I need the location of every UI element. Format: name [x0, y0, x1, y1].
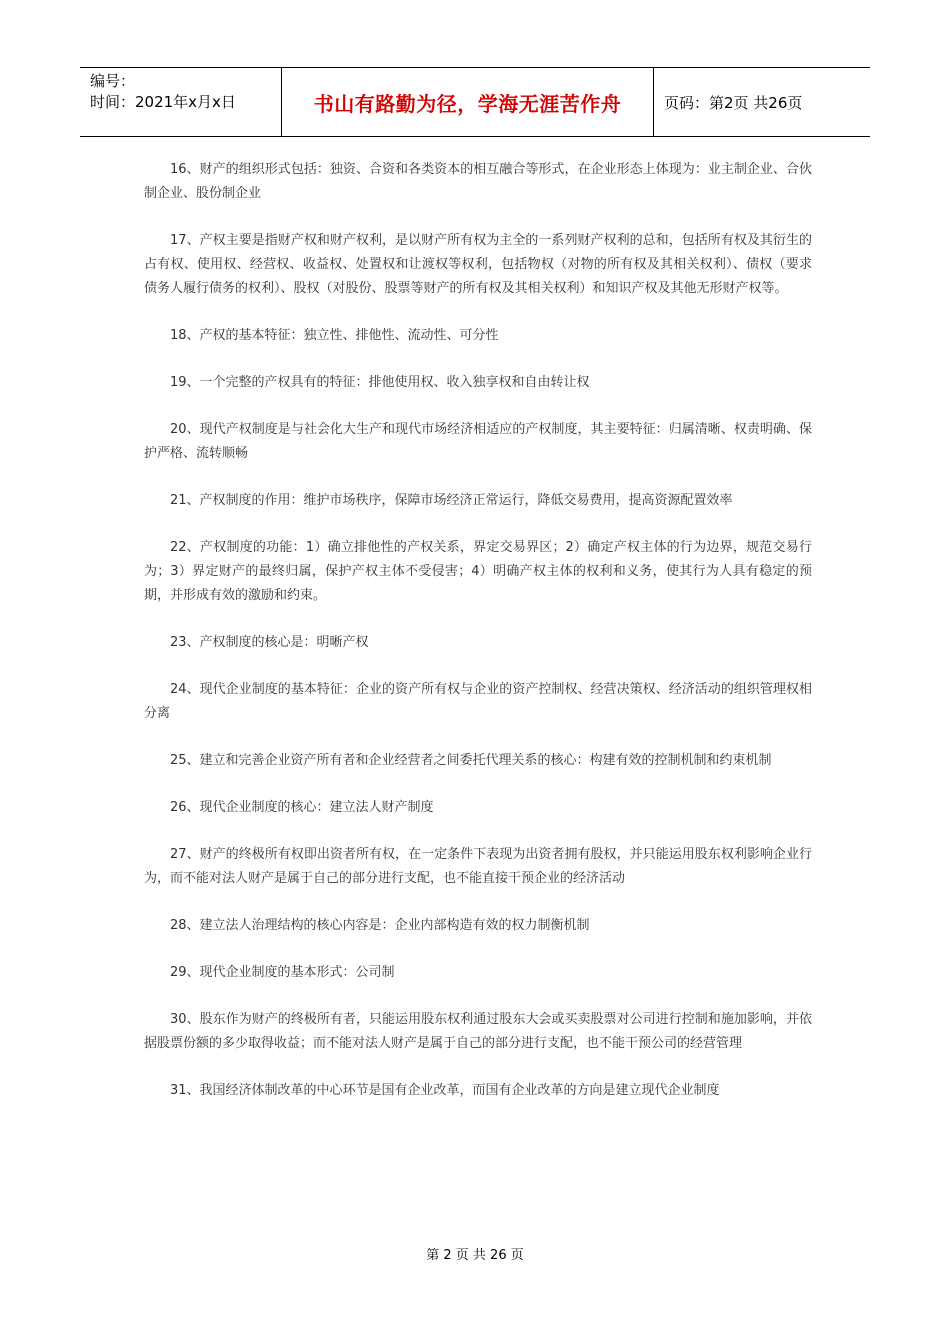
paragraph-20: 20、现代产权制度是与社会化大生产和现代市场经济相适应的产权制度，其主要特征：归属清晰、权责明确、保护严格、流转顺畅	[144, 422, 812, 461]
paragraph-21: 21、产权制度的作用：维护市场秩序，保障市场经济正常运行，降低交易费用，提高资源配置效率	[170, 493, 733, 508]
paragraph-31: 31、我国经济体制改革的中心环节是国有企业改革，而国有企业改革的方向是建立现代企业制度	[170, 1083, 720, 1098]
paragraph-30: 30、股东作为财产的终极所有者，只能运用股东权利通过股东大会或买卖股票对公司进行控制和施加影响，并依据股票份额的多少取得收益；而不能对法人财产是属于自己的部分进行支配，也不能干预公司的经营管理	[144, 1012, 812, 1051]
paragraph-28: 28、建立法人治理结构的核心内容是：企业内部构造有效的权力制衡机制	[170, 918, 590, 933]
paragraph-24: 24、现代企业制度的基本特征：企业的资产所有权与企业的资产控制权、经营决策权、经济活动的组织管理权相分离	[144, 682, 812, 721]
document-body	[144, 158, 812, 1126]
document-number-label: 编号：	[90, 72, 136, 90]
paragraph-18: 18、产权的基本特征：独立性、排他性、流动性、可分性	[170, 328, 499, 343]
paragraph-26: 26、现代企业制度的核心：建立法人财产制度	[170, 800, 434, 815]
header-motto-cell	[282, 68, 654, 136]
paragraph-17: 17、产权主要是指财产权和财产权利，是以财产所有权为主全的一系列财产权利的总和，包括所有权及其衍生的占有权、使用权、经营权、收益权、处置权和让渡权等权利，包括物权（对物的所有权及其相关权利）、债权（要求债务人履行债务的权利）、股权（对股份、股票等财产的所有权及其相关权利）和知识产权及其他无形财产权等。	[144, 233, 812, 296]
paragraph-19: 19、一个完整的产权具有的特征：排他使用权、收入独享权和自由转让权	[170, 375, 590, 390]
paragraph-29: 29、现代企业制度的基本形式：公司制	[170, 965, 395, 980]
paragraph-27: 27、财产的终极所有权即出资者所有权，在一定条件下表现为出资者拥有股权，并只能运用股东权利影响企业行为，而不能对法人财产是属于自己的部分进行支配，也不能直接干预企业的经济活动	[144, 847, 812, 886]
header-left-cell	[80, 68, 282, 136]
footer-page-number: 第 2 页 共 26 页	[426, 1248, 524, 1263]
paragraph-25: 25、建立和完善企业资产所有者和企业经营者之间委托代理关系的核心：构建有效的控制机制和约束机制	[170, 753, 772, 768]
paragraph-22: 22、产权制度的功能：1）确立排他性的产权关系，界定交易界区；2）确定产权主体的行为边界，规范交易行为；3）界定财产的最终归属，保护产权主体不受侵害；4）明确产权主体的权利和义务，使其行为人具有稳定的预期，并形成有效的激励和约束。	[144, 540, 812, 603]
paragraph-16: 16、财产的组织形式包括：独资、合资和各类资本的相互融合等形式，在企业形态上体现为：业主制企业、合伙制企业、股份制企业	[144, 162, 812, 201]
paragraph-23: 23、产权制度的核心是：明晰产权	[170, 635, 369, 650]
page-header	[80, 67, 870, 137]
header-page-info: 页码：第2页 共26页	[664, 93, 803, 112]
header-motto: 书山有路勤为径，学海无涯苦作舟	[313, 91, 622, 116]
document-time-label: 时间：2021年x月x日	[90, 93, 236, 111]
page-footer	[0, 1244, 950, 1263]
header-page-cell	[654, 68, 870, 136]
